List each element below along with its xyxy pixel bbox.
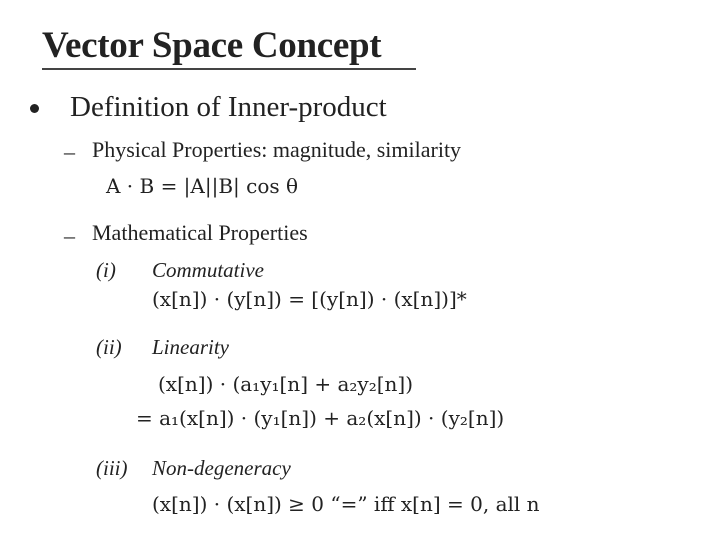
property-name-non-degeneracy: Non-degeneracy	[152, 456, 291, 480]
linearity-formula-line-1: (x[n]) · (a₁y₁[n] + a₂y₂[n])	[158, 372, 414, 396]
property-label-i: (i)	[96, 258, 116, 282]
property-name-commutative: Commutative	[152, 258, 264, 282]
slide-title: Vector Space Concept	[42, 25, 382, 66]
dash-icon: –	[64, 223, 75, 248]
bullet-icon	[30, 104, 39, 113]
dash-icon: –	[64, 139, 75, 164]
property-label-iii: (iii)	[96, 456, 128, 480]
property-label-ii: (ii)	[96, 335, 122, 359]
title-underline	[42, 68, 416, 70]
non-degeneracy-formula: (x[n]) · (x[n]) ≥ 0 “=” iff x[n] = 0, all n	[152, 492, 540, 516]
property-name-linearity: Linearity	[152, 335, 229, 359]
bullet-definition: Definition of Inner-product	[70, 91, 387, 123]
mathematical-properties-text: Mathematical Properties	[92, 220, 308, 245]
physical-properties-text: Physical Properties: magnitude, similarity	[92, 137, 462, 162]
linearity-formula-line-2: = a₁(x[n]) · (y₁[n]) + a₂(x[n]) · (y₂[n])	[136, 406, 505, 430]
magnitude-formula: A · B = |A||B| cos θ	[106, 174, 299, 198]
commutative-formula: (x[n]) · (y[n]) = [(y[n]) · (x[n])]*	[152, 287, 467, 311]
